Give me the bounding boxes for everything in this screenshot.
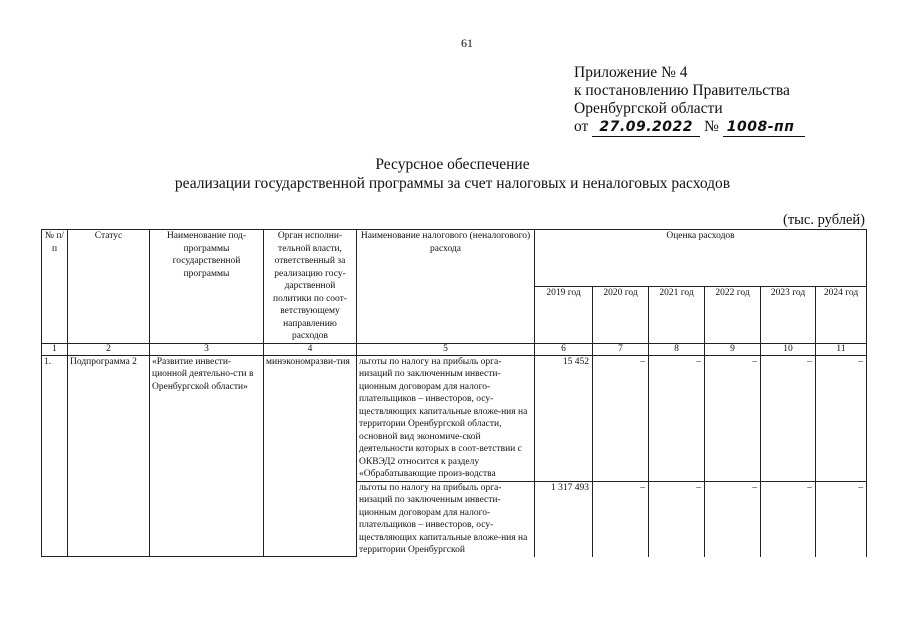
row-expense-name: льготы по налогу на прибыль орга-низаций по заключенным инвести-ционным договорам для налого-плательщиков – инвесторов, осу-ществляющих капитальные вложе-ния на территории Оренбургской области, основной вид экономиче-ской деятельности которых в соот-ветствии с ОКВЭД2 относится к разделу «Обрабатывающие произ-водства	[357, 355, 535, 481]
row-value: –	[593, 355, 649, 481]
units-label: (тыс. рублей)	[783, 212, 865, 228]
approval-date: 27.09.2022	[592, 118, 700, 137]
row-authority: минэкономразви-тия	[264, 355, 357, 557]
approval-date-line	[574, 118, 805, 137]
table-row	[42, 355, 867, 481]
approval-number-label: №	[704, 118, 719, 135]
document-subtitle: реализации государственной программы за счет налоговых и неналоговых расходов	[174, 175, 731, 192]
resource-table	[41, 229, 867, 557]
row-value: –	[649, 355, 705, 481]
column-number: 5	[357, 343, 535, 355]
header-year: 2024 год	[816, 286, 867, 343]
approval-appendix: Приложение № 4	[574, 64, 688, 81]
header-year: 2020 год	[593, 286, 649, 343]
approval-from-label: от	[574, 118, 589, 135]
row-value: –	[649, 481, 705, 557]
row-value: –	[816, 355, 867, 481]
header-row	[42, 230, 867, 287]
row-value: –	[816, 481, 867, 557]
column-number: 9	[705, 343, 761, 355]
row-subprogram: «Развитие инвести-ционной деятельно-сти в Оренбургской области»	[150, 355, 264, 557]
document-title: Ресурсное обеспечение	[375, 156, 530, 173]
header-expense-name: Наименование налогового (неналогового) расхода	[357, 230, 535, 344]
column-number: 10	[761, 343, 816, 355]
page-number: 61	[461, 36, 473, 50]
header-year: 2021 год	[649, 286, 705, 343]
row-value: 15 452	[535, 355, 593, 481]
approval-block	[574, 64, 805, 137]
row-num: 1.	[42, 355, 68, 557]
column-number: 11	[816, 343, 867, 355]
header-year: 2019 год	[535, 286, 593, 343]
row-value: –	[761, 481, 816, 557]
column-number: 2	[68, 343, 150, 355]
row-value: 1 317 493	[535, 481, 593, 557]
header-status: Статус	[68, 230, 150, 344]
row-expense-name: льготы по налогу на прибыль орга-низаций по заключенным инвести-ционным договорам для налого-плательщиков – инвесторов, осу-ществляющих капитальные вложе-ния на территории Оренбургской	[357, 481, 535, 557]
column-number: 4	[264, 343, 357, 355]
header-authority: Орган исполни-тельной власти, ответственный за реализацию госу-дарственной политики по соот-ветствующему направлению расходов	[264, 230, 357, 344]
header-num: № п/п	[42, 230, 68, 344]
row-value: –	[705, 355, 761, 481]
approval-region: Оренбургской области	[574, 100, 723, 117]
column-number-row	[42, 343, 867, 355]
header-estimate: Оценка расходов	[535, 230, 867, 287]
row-status: Подпрограмма 2	[68, 355, 150, 557]
column-number: 6	[535, 343, 593, 355]
approval-resolution: к постановлению Правительства	[574, 82, 790, 99]
column-number: 1	[42, 343, 68, 355]
header-subprogram: Наименование под-программы государственной программы	[150, 230, 264, 344]
header-year: 2022 год	[705, 286, 761, 343]
column-number: 8	[649, 343, 705, 355]
row-value: –	[705, 481, 761, 557]
header-year: 2023 год	[761, 286, 816, 343]
column-number: 3	[150, 343, 264, 355]
row-value: –	[761, 355, 816, 481]
approval-number: 1008-пп	[723, 118, 805, 137]
row-value: –	[593, 481, 649, 557]
column-number: 7	[593, 343, 649, 355]
